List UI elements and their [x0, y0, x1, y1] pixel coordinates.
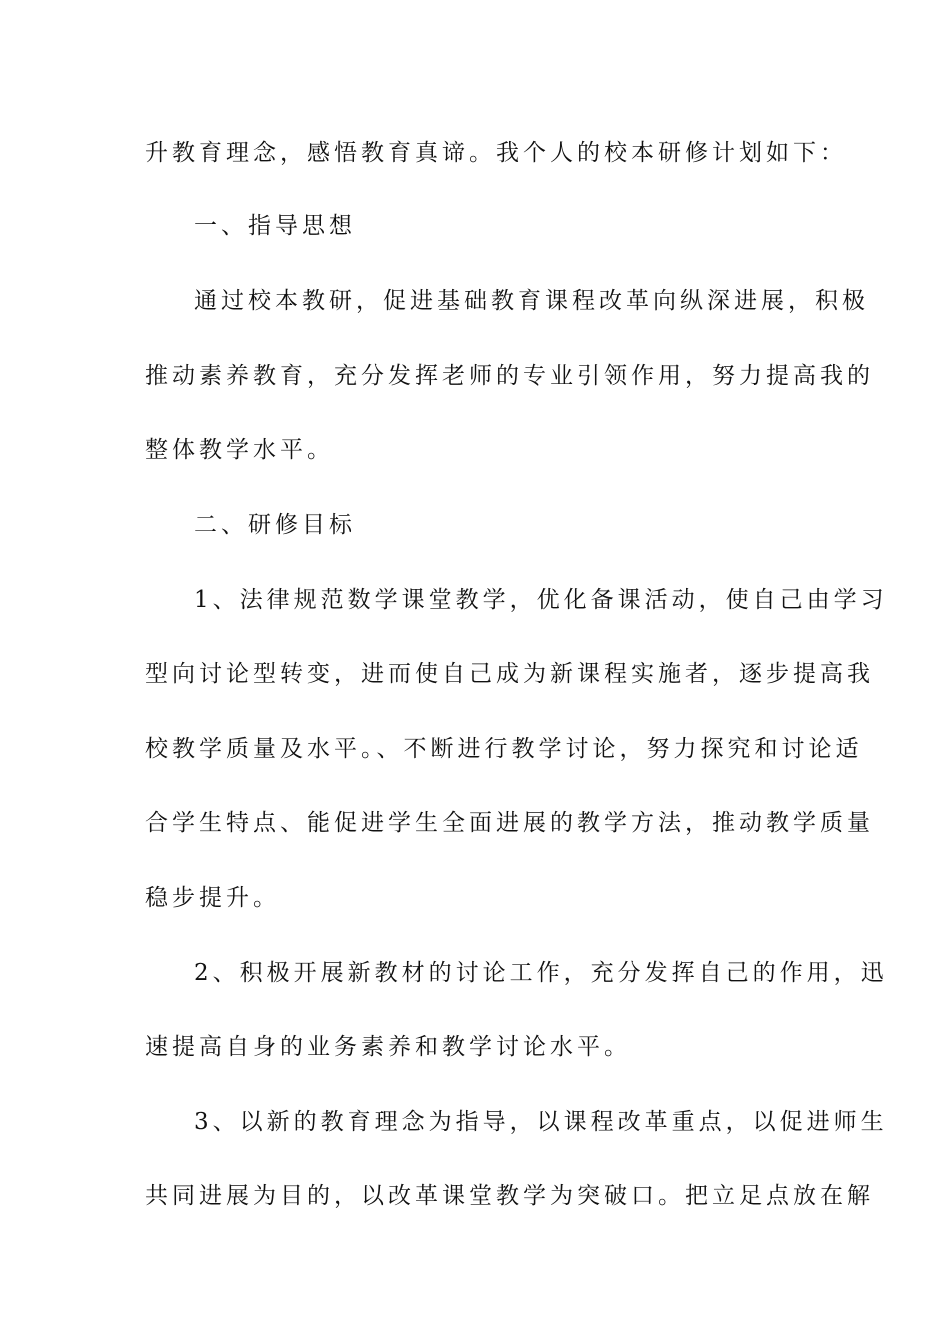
paragraph-line: 2、积极开展新教材的讨论工作，充分发挥自己的作用，迅 [194, 960, 888, 986]
paragraph-line: 推动素养教育，充分发挥老师的专业引领作用，努力提高我的 [145, 363, 874, 389]
paragraph-line: 校教学质量及水平。、不断进行教学讨论，努力探究和讨论适 [145, 736, 863, 762]
paragraph-line: 共同进展为目的，以改革课堂教学为突破口。把立足点放在解 [145, 1183, 874, 1209]
section-heading-guiding-thought: 一、指导思想 [194, 213, 356, 239]
paragraph-line: 整体教学水平。 [145, 437, 334, 463]
paragraph-line-intro: 升教育理念，感悟教育真谛。我个人的校本研修计划如下： [145, 140, 847, 166]
paragraph-line: 通过校本教研，促进基础教育课程改革向纵深进展，积极 [194, 288, 869, 314]
paragraph-line: 合学生特点、能促进学生全面进展的教学方法，推动教学质量 [145, 810, 874, 836]
paragraph-line: 3、以新的教育理念为指导，以课程改革重点，以促进师生 [194, 1109, 888, 1135]
section-heading-study-goals: 二、研修目标 [194, 512, 356, 538]
paragraph-line: 1、法律规范数学课堂教学，优化备课活动，使自己由学习 [194, 587, 888, 613]
paragraph-line: 型向讨论型转变，进而使自己成为新课程实施者，逐步提高我 [145, 661, 874, 687]
paragraph-line: 稳步提升。 [145, 885, 280, 911]
paragraph-line: 速提高自身的业务素养和教学讨论水平。 [145, 1034, 631, 1060]
